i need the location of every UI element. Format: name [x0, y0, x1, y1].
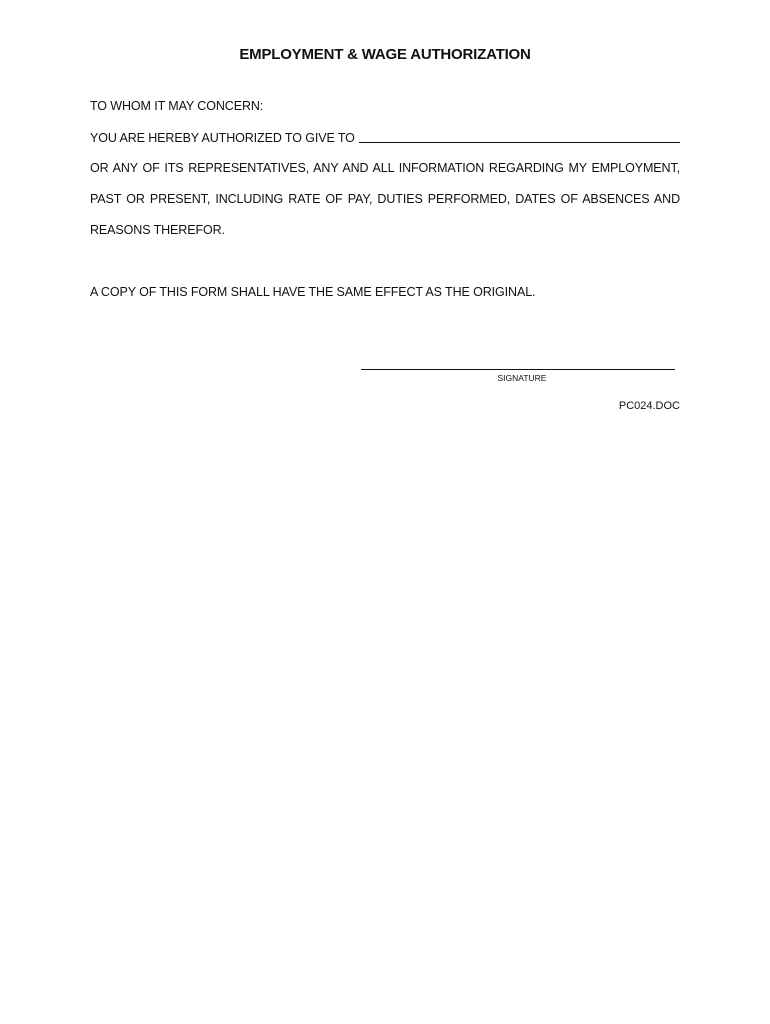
- paragraph-line-3: REASONS THEREFOR.: [90, 223, 225, 237]
- authorize-line: [90, 130, 680, 145]
- document-title: EMPLOYMENT & WAGE AUTHORIZATION: [239, 46, 531, 63]
- document-code: PC024.DOC: [618, 400, 680, 412]
- recipient-blank-field[interactable]: [359, 130, 680, 143]
- copy-statement: A COPY OF THIS FORM SHALL HAVE THE SAME EFFECT AS THE ORIGINAL.: [90, 285, 536, 299]
- paragraph-line-1: OR ANY OF ITS REPRESENTATIVES, ANY AND ALL INFORMATION REGARDING MY EMPLOYMENT,: [90, 161, 680, 175]
- authorize-prefix: YOU ARE HEREBY AUTHORIZED TO GIVE TO: [90, 131, 355, 145]
- salutation: TO WHOM IT MAY CONCERN:: [90, 99, 264, 113]
- signature-label: SIGNATURE: [497, 373, 547, 383]
- paragraph-line-2: PAST OR PRESENT, INCLUDING RATE OF PAY, DUTIES PERFORMED, DATES OF ABSENCES AND: [90, 192, 680, 206]
- signature-line[interactable]: [361, 369, 675, 370]
